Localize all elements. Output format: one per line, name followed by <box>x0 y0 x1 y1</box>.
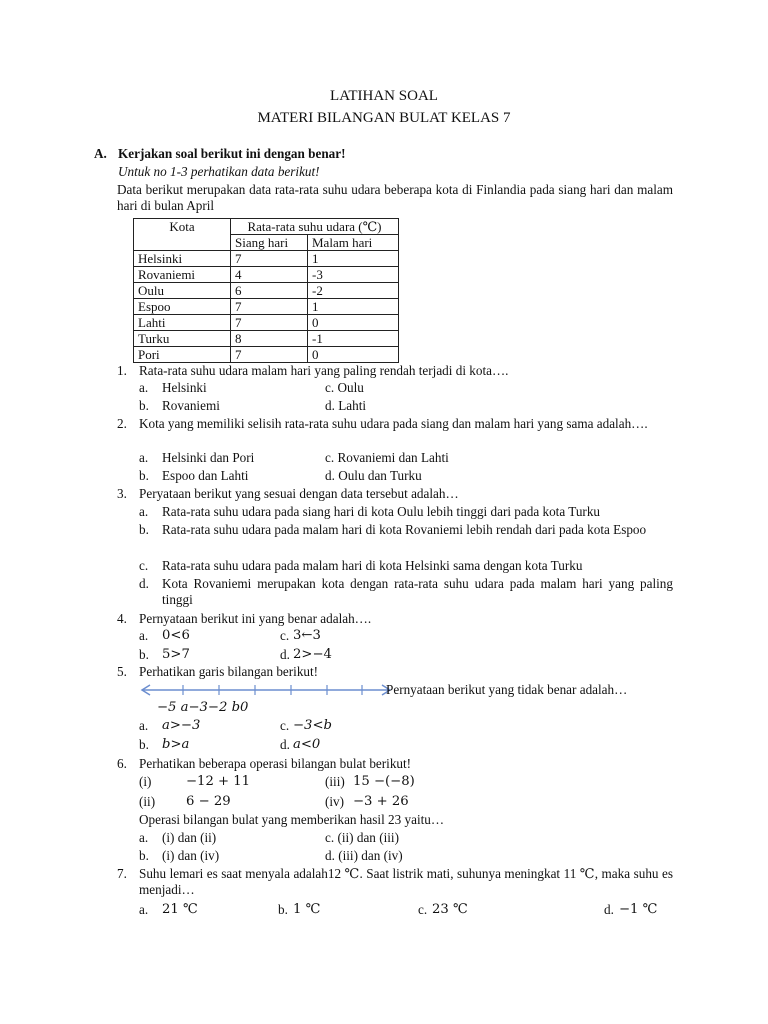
q1-b-label: b. <box>139 398 149 413</box>
cell-siang: 7 <box>231 347 308 363</box>
q2-option-c: c. Rovaniemi dan Lahti <box>325 450 449 465</box>
cell-kota: Pori <box>134 347 231 363</box>
section-intro: Data berikut merupakan data rata-rata suhu udara beberapa kota di Finlandia pada siang hari dan malam hari di bulan April <box>117 182 673 213</box>
cell-kota: Lahti <box>134 315 231 331</box>
section-note: Untuk no 1-3 perhatikan data berikut! <box>118 164 320 179</box>
cell-siang: 4 <box>231 267 308 283</box>
q4-option-c: 3←3 <box>293 628 321 643</box>
q4-d-label: d. <box>280 647 290 662</box>
cell-siang: 7 <box>231 299 308 315</box>
q1-option-a: Helsinki <box>162 380 207 395</box>
cell-malam: -1 <box>308 331 399 347</box>
q4-option-a: 0<6 <box>162 628 190 643</box>
q7-option-d: −1 ℃ <box>619 902 658 917</box>
q5-b-label: b. <box>139 737 149 752</box>
q3-b-label: b. <box>139 522 149 537</box>
q2-option-a: Helsinki dan Pori <box>162 450 255 465</box>
q5-option-b: b>a <box>162 737 190 752</box>
cell-siang: 7 <box>231 251 308 267</box>
cell-malam: 1 <box>308 299 399 315</box>
table-row <box>134 331 399 347</box>
q7-text: Suhu lemari es saat menyala adalah12 ℃. Saat listrik mati, suhunya meningkat 11 ℃, maka suhu es menjadi… <box>139 866 673 897</box>
q5-number-line-labels: −5 a−3−2 b0 <box>157 700 249 715</box>
q5-text: Perhatikan garis bilangan berikut! <box>139 664 319 679</box>
table-row <box>134 299 399 315</box>
q6-number: 6. <box>117 756 127 771</box>
q7-number: 7. <box>117 866 127 881</box>
temperature-table <box>133 218 399 363</box>
q6-a-label: a. <box>139 830 149 845</box>
q7-option-b: 1 ℃ <box>293 902 321 917</box>
q7-option-c: 23 ℃ <box>432 902 468 917</box>
table-header-suhu: Rata-rata suhu udara (℃) <box>231 219 399 235</box>
q6-option-b: (i) dan (iv) <box>162 848 220 863</box>
q1-option-c: c. Oulu <box>325 380 364 395</box>
cell-kota: Turku <box>134 331 231 347</box>
q3-d-label: d. <box>139 576 149 591</box>
table-header-siang: Siang hari <box>231 235 308 251</box>
q4-number: 4. <box>117 611 127 626</box>
q5-number: 5. <box>117 664 127 679</box>
q3-a-label: a. <box>139 504 149 519</box>
q5-statement: Pernyataan berikut yang tidak benar adalah… <box>386 682 628 697</box>
q5-c-label: c. <box>280 718 290 733</box>
q2-b-label: b. <box>139 468 149 483</box>
q3-option-c: Rata-rata suhu udara pada malam hari di kota Helsinki sama dengan kota Turku <box>162 558 583 573</box>
q6-option-a: (i) dan (ii) <box>162 830 217 845</box>
cell-kota: Helsinki <box>134 251 231 267</box>
q1-option-b: Rovaniemi <box>162 398 220 413</box>
table-header-malam: Malam hari <box>308 235 399 251</box>
q3-number: 3. <box>117 486 127 501</box>
q3-option-d: Kota Rovaniemi merupakan kota dengan rata-rata suhu udara pada malam hari yang paling tinggi <box>162 576 673 607</box>
q4-option-b: 5>7 <box>162 647 190 662</box>
cell-siang: 8 <box>231 331 308 347</box>
q2-number: 2. <box>117 416 127 431</box>
cell-siang: 6 <box>231 283 308 299</box>
q6-iii-label: (iii) <box>325 774 345 789</box>
q7-option-a: 21 ℃ <box>162 902 198 917</box>
q4-c-label: c. <box>280 628 290 643</box>
q3-option-a: Rata-rata suhu udara pada siang hari di kota Oulu lebih tinggi dari pada kota Turku <box>162 504 601 519</box>
q5-option-c: −3<b <box>293 718 332 733</box>
q5-option-d: a<0 <box>293 737 321 752</box>
q7-a-label: a. <box>139 902 149 917</box>
q6-item-i: −12 + 11 <box>186 774 251 789</box>
q2-a-label: a. <box>139 450 149 465</box>
q4-b-label: b. <box>139 647 149 662</box>
page-title: LATIHAN SOAL <box>330 88 438 104</box>
section-heading: Kerjakan soal berikut ini dengan benar! <box>118 146 346 161</box>
table-row <box>134 267 399 283</box>
cell-kota: Oulu <box>134 283 231 299</box>
cell-malam: 0 <box>308 347 399 363</box>
q6-question: Operasi bilangan bulat yang memberikan hasil 23 yaitu… <box>139 812 445 827</box>
q7-d-label: d. <box>604 902 614 917</box>
q4-option-d: 2>−4 <box>293 647 332 662</box>
q5-option-a: a>−3 <box>162 718 201 733</box>
q6-option-c: c. (ii) dan (iii) <box>325 830 399 845</box>
q2-text: Kota yang memiliki selisih rata-rata suhu udara pada siang dan malam hari yang sama adalah…. <box>139 416 648 431</box>
number-line <box>136 681 396 699</box>
table-row <box>134 347 399 363</box>
cell-malam: 0 <box>308 315 399 331</box>
q1-option-d: d. Lahti <box>325 398 367 413</box>
q2-option-d: d. Oulu dan Turku <box>325 468 422 483</box>
cell-kota: Espoo <box>134 299 231 315</box>
q6-item-iii: 15 −(−8) <box>353 774 415 789</box>
cell-malam: -3 <box>308 267 399 283</box>
page-subtitle: MATERI BILANGAN BULAT KELAS 7 <box>257 110 511 126</box>
q3-c-label: c. <box>139 558 149 573</box>
cell-malam: 1 <box>308 251 399 267</box>
q4-text: Pernyataan berikut ini yang benar adalah…. <box>139 611 372 626</box>
q3-text: Peryataan berikut yang sesuai dengan data tersebut adalah… <box>139 486 459 501</box>
q6-item-ii: 6 − 29 <box>186 794 231 809</box>
table-row <box>134 251 399 267</box>
table-header-kota: Kota <box>134 219 231 251</box>
q7-b-label: b. <box>278 902 288 917</box>
q6-option-d: d. (iii) dan (iv) <box>325 848 403 863</box>
section-letter: A. <box>94 146 107 161</box>
q7-c-label: c. <box>418 902 428 917</box>
q6-ii-label: (ii) <box>139 794 156 809</box>
q6-iv-label: (iv) <box>325 794 345 809</box>
table-row <box>134 283 399 299</box>
q6-b-label: b. <box>139 848 149 863</box>
q4-a-label: a. <box>139 628 149 643</box>
q3-option-b: Rata-rata suhu udara pada malam hari di kota Rovaniemi lebih rendah dari pada kota Espoo <box>162 522 647 537</box>
q6-text: Perhatikan beberapa operasi bilangan bulat berikut! <box>139 756 412 771</box>
cell-malam: -2 <box>308 283 399 299</box>
cell-kota: Rovaniemi <box>134 267 231 283</box>
q2-option-b: Espoo dan Lahti <box>162 468 249 483</box>
q1-a-label: a. <box>139 380 149 395</box>
q1-number: 1. <box>117 363 127 378</box>
q6-i-label: (i) <box>139 774 152 789</box>
table-row <box>134 315 399 331</box>
q1-text: Rata-rata suhu udara malam hari yang paling rendah terjadi di kota…. <box>139 363 509 378</box>
q6-item-iv: −3 + 26 <box>353 794 409 809</box>
q5-d-label: d. <box>280 737 290 752</box>
q5-a-label: a. <box>139 718 149 733</box>
cell-siang: 7 <box>231 315 308 331</box>
